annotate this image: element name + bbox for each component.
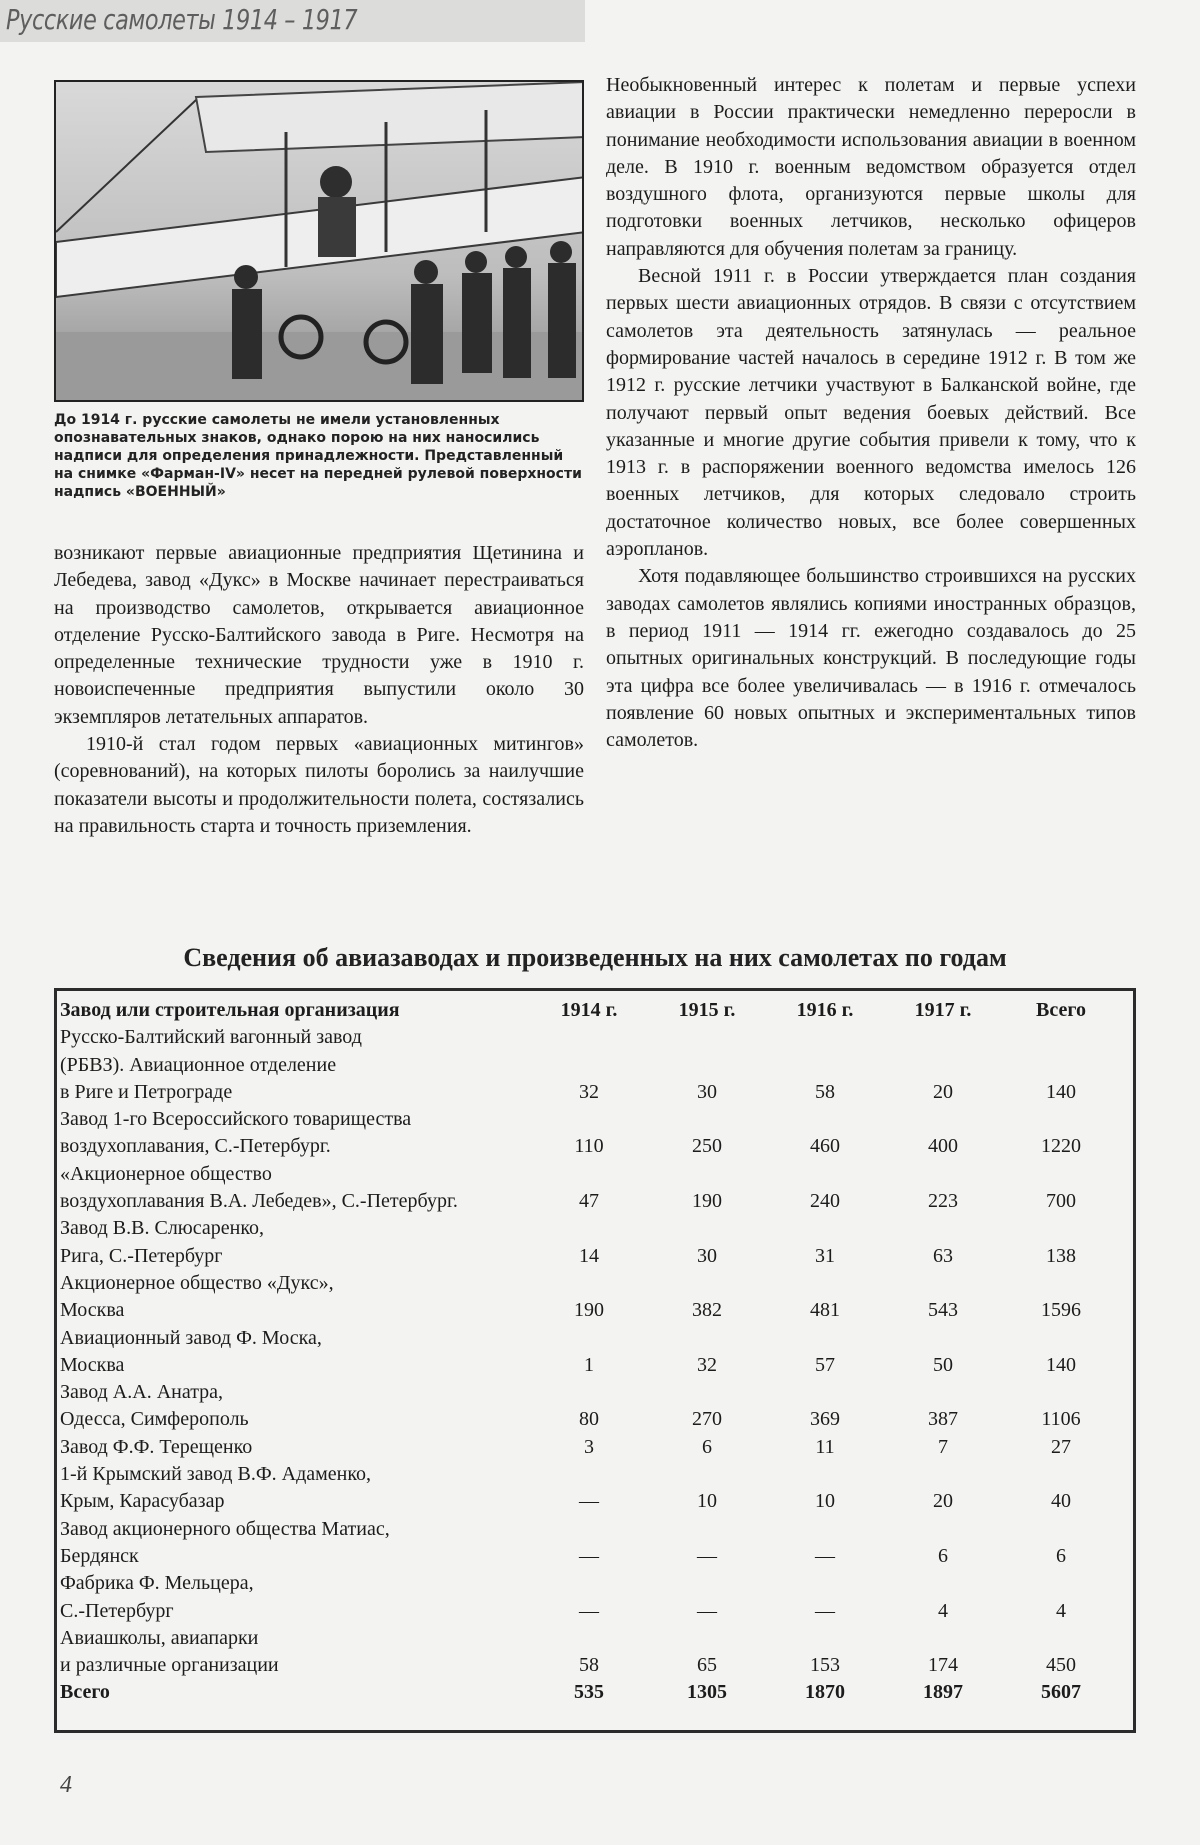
right-column — [606, 72, 1136, 754]
header-factory: Завод или строительная организация — [60, 999, 400, 1021]
value-cell: — — [579, 1599, 599, 1622]
factory-name — [60, 1570, 530, 1625]
value-cell: 14 — [579, 1244, 599, 1267]
table-row — [60, 1379, 1120, 1434]
value-cell: 240 — [810, 1190, 840, 1213]
value-cell: 543 — [928, 1299, 958, 1322]
value-cell: 382 — [692, 1299, 722, 1322]
value-cell: 11 — [815, 1435, 835, 1458]
header-1916: 1916 г. — [796, 999, 854, 1021]
total-value-cell: 1897 — [923, 1681, 963, 1704]
value-cell: 65 — [697, 1654, 717, 1677]
table-row — [60, 1270, 1120, 1325]
value-cell: 20 — [933, 1080, 953, 1103]
value-cell: 40 — [1051, 1490, 1071, 1513]
value-cell: 190 — [692, 1190, 722, 1213]
value-cell: 153 — [810, 1654, 840, 1677]
value-cell: 481 — [810, 1299, 840, 1322]
value-cell: — — [697, 1599, 717, 1622]
factory-name-line: Рига, С.-Петербург — [60, 1244, 223, 1267]
value-cell: 58 — [579, 1654, 599, 1677]
total-row — [60, 1679, 1120, 1706]
factory-name-line: 1-й Крымский завод В.Ф. Адаменко, — [60, 1463, 372, 1486]
right-paragraph-1: Необыкновенный интерес к полетам и первые успехи авиации в России практически немедленно переросли в понимание необходимости использования авиации в военном деле. В 1910 г. военным ведомством образуется отдел воздушного флота, организуются первые школы для подготовки военных летчиков, несколько офицеров направляются для обучения полетам за границу. — [606, 74, 1136, 260]
value-cell: 32 — [579, 1080, 599, 1103]
factory-name-line: Москва — [60, 1299, 125, 1322]
factory-name — [60, 1516, 530, 1571]
value-cell: 4 — [938, 1599, 948, 1622]
value-cell: — — [815, 1544, 835, 1567]
total-label: Всего — [60, 1681, 110, 1704]
value-cell: 63 — [933, 1244, 953, 1267]
table-row — [60, 1215, 1120, 1270]
total-value-cell: 1870 — [805, 1681, 845, 1704]
factory-name — [60, 1106, 530, 1161]
value-cell: 250 — [692, 1135, 722, 1158]
table-row — [60, 1625, 1120, 1680]
photo-caption: До 1914 г. русские самолеты не имели установленных опознавательных знаков, однако порою на них наносились надписи для определения принадлежности. Представленный на снимке «Фарман-IV» несет на передней рулевой поверхности надпись «ВОЕННЫЙ» — [54, 412, 582, 500]
value-cell: 3 — [584, 1435, 594, 1458]
factory-name-line: Завод акционерного общества Матиас, — [60, 1517, 390, 1540]
value-cell: 6 — [702, 1435, 712, 1458]
value-cell: 174 — [928, 1654, 958, 1677]
factory-name-line: Авиационный завод Ф. Моска, — [60, 1326, 322, 1349]
value-cell: 30 — [697, 1244, 717, 1267]
total-value-cell: 1305 — [687, 1681, 727, 1704]
value-cell: 223 — [928, 1190, 958, 1213]
total-value-cell: 535 — [574, 1681, 604, 1704]
factory-name-line: Русско-Балтийский вагонный завод — [60, 1026, 362, 1049]
factory-name-line: Фабрика Ф. Мельцера, — [60, 1572, 254, 1595]
running-title: Русские самолеты 1914 – 1917 — [6, 3, 358, 36]
table-row — [60, 1106, 1120, 1161]
value-cell: 6 — [938, 1544, 948, 1567]
running-header — [0, 0, 585, 42]
value-cell: 387 — [928, 1408, 958, 1431]
value-cell: 6 — [1056, 1544, 1066, 1567]
factory-name-line: «Акционерное общество — [60, 1162, 272, 1185]
factory-name — [60, 1461, 530, 1516]
table-row — [60, 1024, 1120, 1106]
factory-name-line: С.-Петербург — [60, 1599, 174, 1622]
value-cell: 1106 — [1041, 1408, 1081, 1431]
table-header-row — [60, 997, 1120, 1024]
factory-name — [60, 1161, 530, 1216]
factory-name-line: Авиашколы, авиапарки — [60, 1626, 259, 1649]
value-cell: 138 — [1046, 1244, 1076, 1267]
value-cell: 30 — [697, 1080, 717, 1103]
table-row — [60, 1434, 1120, 1461]
biplane-photo-graphic — [56, 82, 584, 402]
value-cell: — — [579, 1544, 599, 1567]
factory-name — [60, 1325, 530, 1380]
factory-name-line: Акционерное общество «Дукс», — [60, 1271, 334, 1294]
value-cell: 47 — [579, 1190, 599, 1213]
table-row — [60, 1570, 1120, 1625]
value-cell: — — [697, 1544, 717, 1567]
value-cell: 32 — [697, 1353, 717, 1376]
right-paragraph-2: Весной 1911 г. в России утверждается план создания первых шести авиационных отрядов. В связи с отсутствием самолетов эта деятельность затянулась — реальное формирование частей началось в середине 1912 г. В том же 1912 г. русские летчики участвуют в Балканской войне, где получают первый опыт ведения боевых действий. Все указанные и многие другие события привели к тому, что к 1913 г. в распоряжении военного ведомства имелось 126 военных летчиков, для которых следовало строить достаточное количество новых, все более совершенных аэропланов. — [606, 265, 1136, 561]
value-cell: 57 — [815, 1353, 835, 1376]
factory-name-line: воздухоплавания, С.-Петербург. — [60, 1135, 331, 1158]
table-row — [60, 1161, 1120, 1216]
header-total: Всего — [1036, 999, 1086, 1021]
factory-name-line: Бердянск — [60, 1544, 139, 1567]
factory-name-line: Завод 1-го Всероссийского товарищества — [60, 1108, 412, 1131]
header-1915: 1915 г. — [678, 999, 736, 1021]
value-cell: 27 — [1051, 1435, 1071, 1458]
factory-name — [60, 1270, 530, 1325]
factory-name-line: воздухоплавания В.А. Лебедев», С.-Петербург. — [60, 1190, 458, 1213]
factory-name-line: и различные организации — [60, 1654, 279, 1677]
factory-name-line: Завод Ф.Ф. Терещенко — [60, 1435, 253, 1458]
value-cell: 10 — [815, 1490, 835, 1513]
factory-name — [60, 1434, 530, 1461]
left-paragraph-2: 1910-й стал годом первых «авиационных митингов» (соревнований), на которых пилоты боролись за наилучшие показатели высоты и продолжительности полета, состязались на правильность старта и точность приземления. — [54, 733, 584, 837]
table-row — [60, 1516, 1120, 1571]
factory-name — [60, 1625, 530, 1680]
value-cell: 58 — [815, 1080, 835, 1103]
factory-name — [60, 1379, 530, 1434]
factory-name — [60, 1024, 530, 1106]
value-cell: 700 — [1046, 1190, 1076, 1213]
table-row — [60, 1461, 1120, 1516]
value-cell: 190 — [574, 1299, 604, 1322]
value-cell: 31 — [815, 1244, 835, 1267]
value-cell: 20 — [933, 1490, 953, 1513]
value-cell: — — [815, 1599, 835, 1622]
value-cell: 369 — [810, 1408, 840, 1431]
factory-name — [60, 1215, 530, 1270]
table-row — [60, 1325, 1120, 1380]
value-cell: 400 — [928, 1135, 958, 1158]
header-1917: 1917 г. — [914, 999, 972, 1021]
value-cell: — — [579, 1490, 599, 1513]
value-cell: 1596 — [1041, 1299, 1081, 1322]
value-cell: 140 — [1046, 1080, 1076, 1103]
value-cell: 4 — [1056, 1599, 1066, 1622]
left-paragraph-1: возникают первые авиационные предприятия Щетинина и Лебедева, завод «Дукс» в Москве начинает перестраиваться на производство самолетов, открывается авиационное отделение Русско-Балтийского завода в Риге. Несмотря на определенные технические трудности уже в 1910 г. новоиспеченные предприятия выпустили около 30 экземпляров летательных аппаратов. — [54, 542, 584, 728]
value-cell: 1220 — [1041, 1135, 1081, 1158]
factory-name-line: Завод А.А. Анатра, — [60, 1381, 224, 1404]
value-cell: 110 — [574, 1135, 604, 1158]
farman-photo — [54, 80, 584, 402]
factory-name-line: в Риге и Петрограде — [60, 1080, 233, 1103]
factory-name-line: Крым, Карасубазар — [60, 1490, 225, 1513]
total-value-cell: 5607 — [1041, 1681, 1081, 1704]
value-cell: 7 — [938, 1435, 948, 1458]
value-cell: 450 — [1046, 1654, 1076, 1677]
factory-name-line: Одесса, Симферополь — [60, 1408, 249, 1431]
value-cell: 1 — [584, 1353, 594, 1376]
page-number: 4 — [60, 1772, 72, 1798]
factory-name-line: Завод В.В. Слюсаренко, — [60, 1217, 265, 1240]
header-1914: 1914 г. — [560, 999, 618, 1021]
value-cell: 50 — [933, 1353, 953, 1376]
left-column — [54, 540, 584, 840]
factory-name-line: (РБВЗ). Авиационное отделение — [60, 1053, 337, 1076]
right-paragraph-3: Хотя подавляющее большинство строившихся на русских заводах самолетов являлись копиями иностранных образцов, в период 1911 — 1914 гг. ежегодно создавалось до 25 опытных оригинальных конструкций. В последующие годы эта цифра все более увеличивалась — в 1916 г. отмечалось появление 60 новых опытных и экспериментальных типов самолетов. — [606, 565, 1136, 752]
table-title: Сведения об авиазаводах и произведенных на них самолетах по годам — [183, 943, 1007, 972]
table-body — [60, 1024, 1120, 1706]
production-table — [60, 997, 1120, 1707]
value-cell: 10 — [697, 1490, 717, 1513]
value-cell: 80 — [579, 1408, 599, 1431]
value-cell: 140 — [1046, 1353, 1076, 1376]
value-cell: 270 — [692, 1408, 722, 1431]
factory-name-line: Москва — [60, 1353, 125, 1376]
value-cell: 460 — [810, 1135, 840, 1158]
